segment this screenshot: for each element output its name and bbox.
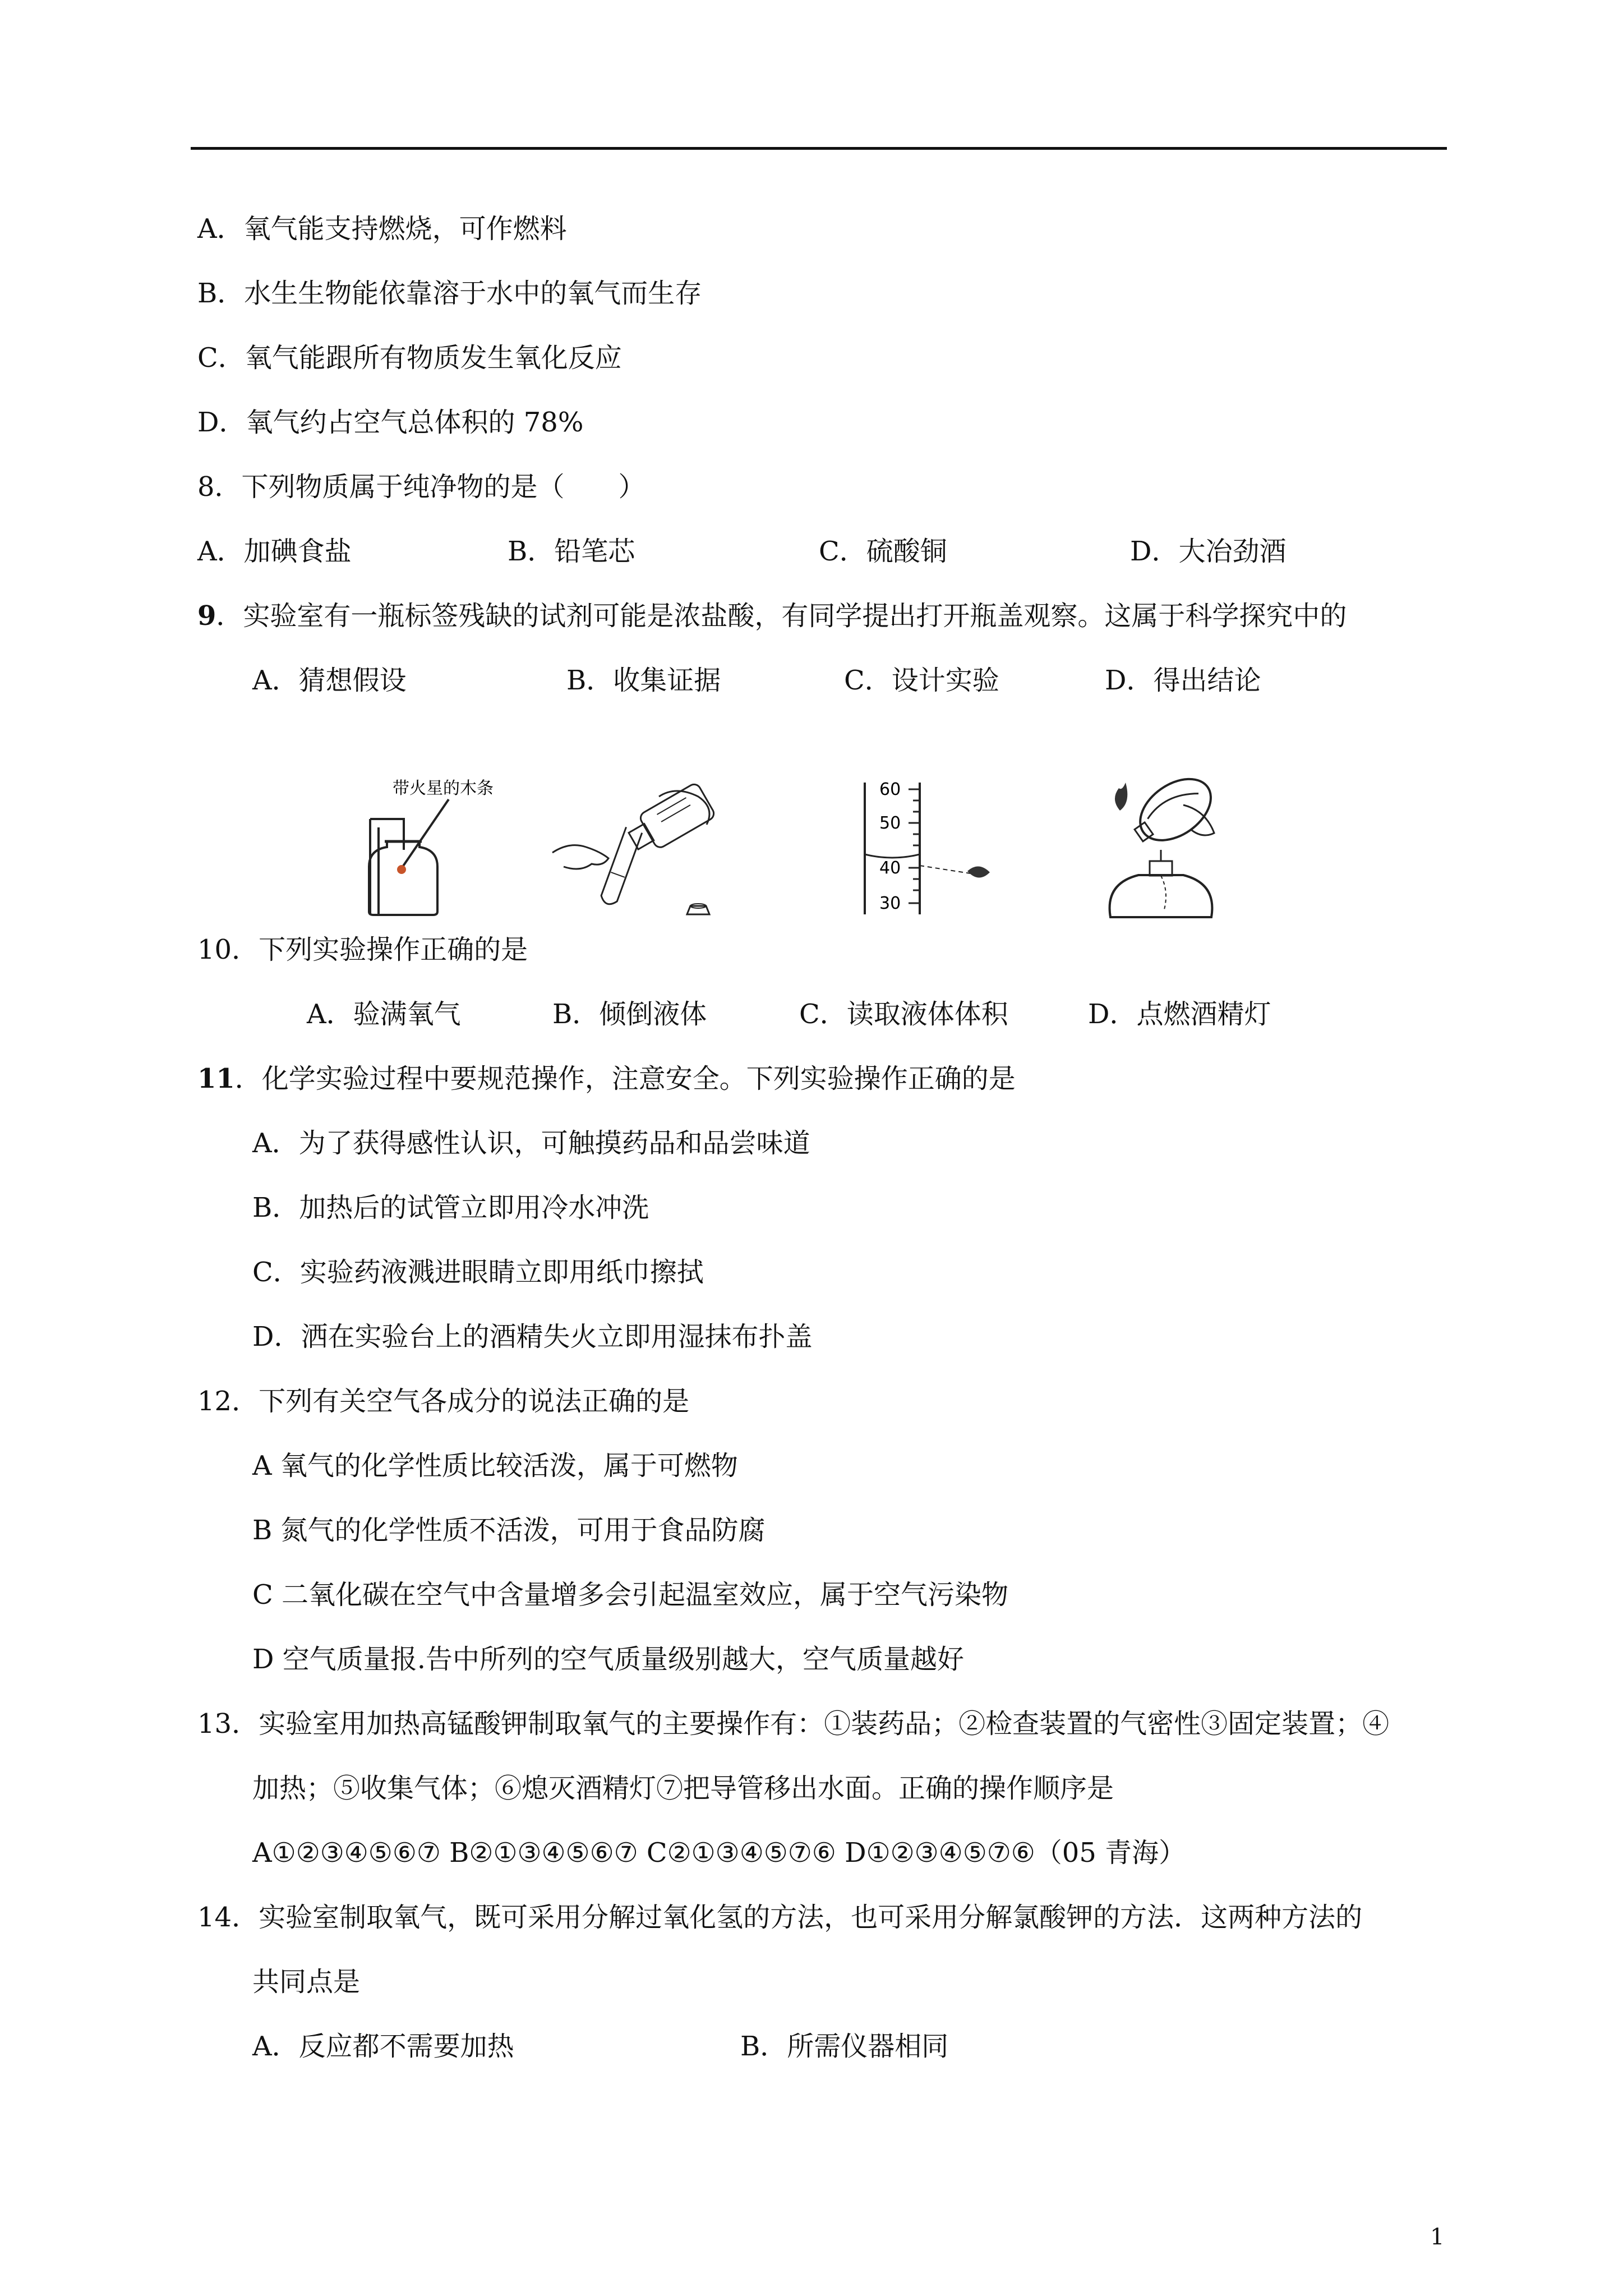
q8-option-a: A．加碘食盐 <box>197 536 352 567</box>
q10-option-d: D．点燃酒精灯 <box>1088 999 1271 1030</box>
hand <box>552 845 608 869</box>
q10-option-b: B．倾倒液体 <box>552 999 707 1030</box>
q10-option-c: C．读取液体体积 <box>799 999 1008 1030</box>
eye-icon <box>967 866 990 877</box>
q11-number: 11 <box>197 1063 235 1094</box>
q8-stem: 8．下列物质属于纯净物的是（ ） <box>197 471 645 503</box>
q14-stem-line1: 14．实验室制取氧气，既可采用分解过氧化氢的方法，也可采用分解氯酸钾的方法．这两种方法的 <box>197 1902 1363 1933</box>
alcohol-lamp <box>1110 850 1212 917</box>
tick-30: 30 <box>879 894 901 913</box>
q12-option-b: B 氮气的化学性质不活泼，可用于食品防腐 <box>252 1515 766 1546</box>
tick-50: 50 <box>879 813 901 833</box>
q10-option-a: A．验满氧气 <box>307 999 461 1030</box>
q10-stem: 10．下列实验操作正确的是 <box>197 934 528 965</box>
q13-stem-line2: 加热；⑤收集气体；⑥熄灭酒精灯⑦把导管移出水面。正确的操作顺序是 <box>252 1773 1114 1804</box>
tick-40: 40 <box>879 858 901 878</box>
q11-option-a: A．为了获得感性认识，可触摸药品和品尝味道 <box>252 1128 810 1159</box>
q9-stem-text: ．实验室有一瓶标签残缺的试剂可能是浓盐酸，有同学提出打开瓶盖观察。这属于科学探究中的 <box>216 600 1347 632</box>
meniscus <box>865 854 920 858</box>
q8-option-b: B．铅笔芯 <box>508 536 635 567</box>
q8-option-c: C．硫酸铜 <box>819 536 947 567</box>
q9-option-b: B．收集证据 <box>566 665 721 696</box>
glowing-splint-label: 带火星的木条 <box>393 779 494 798</box>
figure-cylinder-reading <box>858 777 998 917</box>
q12-stem: 12．下列有关空气各成分的说法正确的是 <box>197 1386 690 1417</box>
q13-options: A①②③④⑤⑥⑦ B②①③④⑤⑥⑦ C②①③④⑤⑦⑥ D①②③④⑤⑦⑥（05 青海） <box>252 1837 1186 1869</box>
stopper <box>687 906 709 914</box>
q7-option-b: B．水生生物能依靠溶于水中的氧气而生存 <box>197 278 702 309</box>
q12-option-c: C 二氧化碳在空气中含量增多会引起温室效应，属于空气污染物 <box>252 1579 1008 1611</box>
tilted-lamp <box>1124 771 1222 856</box>
q9-stem <box>197 599 1347 633</box>
q11-stem <box>197 1062 1016 1096</box>
q14-option-a: A．反应都不需要加热 <box>252 2031 514 2062</box>
q9-option-a: A．猜想假设 <box>252 665 407 696</box>
q8-option-d: D．大冶劲酒 <box>1130 536 1287 567</box>
figure-alcohol-lamp <box>1085 771 1253 923</box>
splint-ember <box>397 865 406 874</box>
q11-option-d: D．洒在实验台上的酒精失火立即用湿抹布扑盖 <box>252 1321 813 1352</box>
splint <box>403 799 449 867</box>
q11-option-b: B．加热后的试管立即用冷水冲洗 <box>252 1192 649 1223</box>
q9-option-d: D．得出结论 <box>1105 665 1261 696</box>
q7-option-c: C．氧气能跟所有物质发生氧化反应 <box>197 342 622 374</box>
q14-stem-line2: 共同点是 <box>252 1966 361 1998</box>
header-rule <box>191 147 1447 150</box>
tick-60: 60 <box>879 780 901 799</box>
q12-option-a: A 氧气的化学性质比较活泼，属于可燃物 <box>252 1450 738 1481</box>
q13-stem-line1: 13．实验室用加热高锰酸钾制取氧气的主要操作有：①装药品；②检查装置的气密性③固定装置；④ <box>197 1708 1390 1740</box>
q12-option-d: D 空气质量报.告中所列的空气质量级别越大，空气质量越好 <box>252 1644 965 1675</box>
q7-option-a: A．氧气能支持燃烧，可作燃料 <box>197 213 567 245</box>
q9-number: 9 <box>197 600 216 632</box>
q9-option-c: C．设计实验 <box>844 665 999 696</box>
q11-option-c: C．实验药液溅进眼睛立即用纸巾擦拭 <box>252 1257 704 1288</box>
figure-pouring-liquid <box>547 774 743 937</box>
test-tube <box>600 827 642 907</box>
q11-stem-text: ．化学实验过程中要规范操作，注意安全。下列实验操作正确的是 <box>234 1063 1016 1094</box>
page-number: 1 <box>1430 2224 1445 2250</box>
flame-icon <box>1115 783 1127 811</box>
sight-line <box>920 866 970 873</box>
figure-oxygen-check <box>359 777 550 917</box>
q14-option-b: B．所需仪器相同 <box>740 2031 949 2062</box>
q7-option-d: D．氧气约占空气总体积的 78% <box>197 407 584 438</box>
